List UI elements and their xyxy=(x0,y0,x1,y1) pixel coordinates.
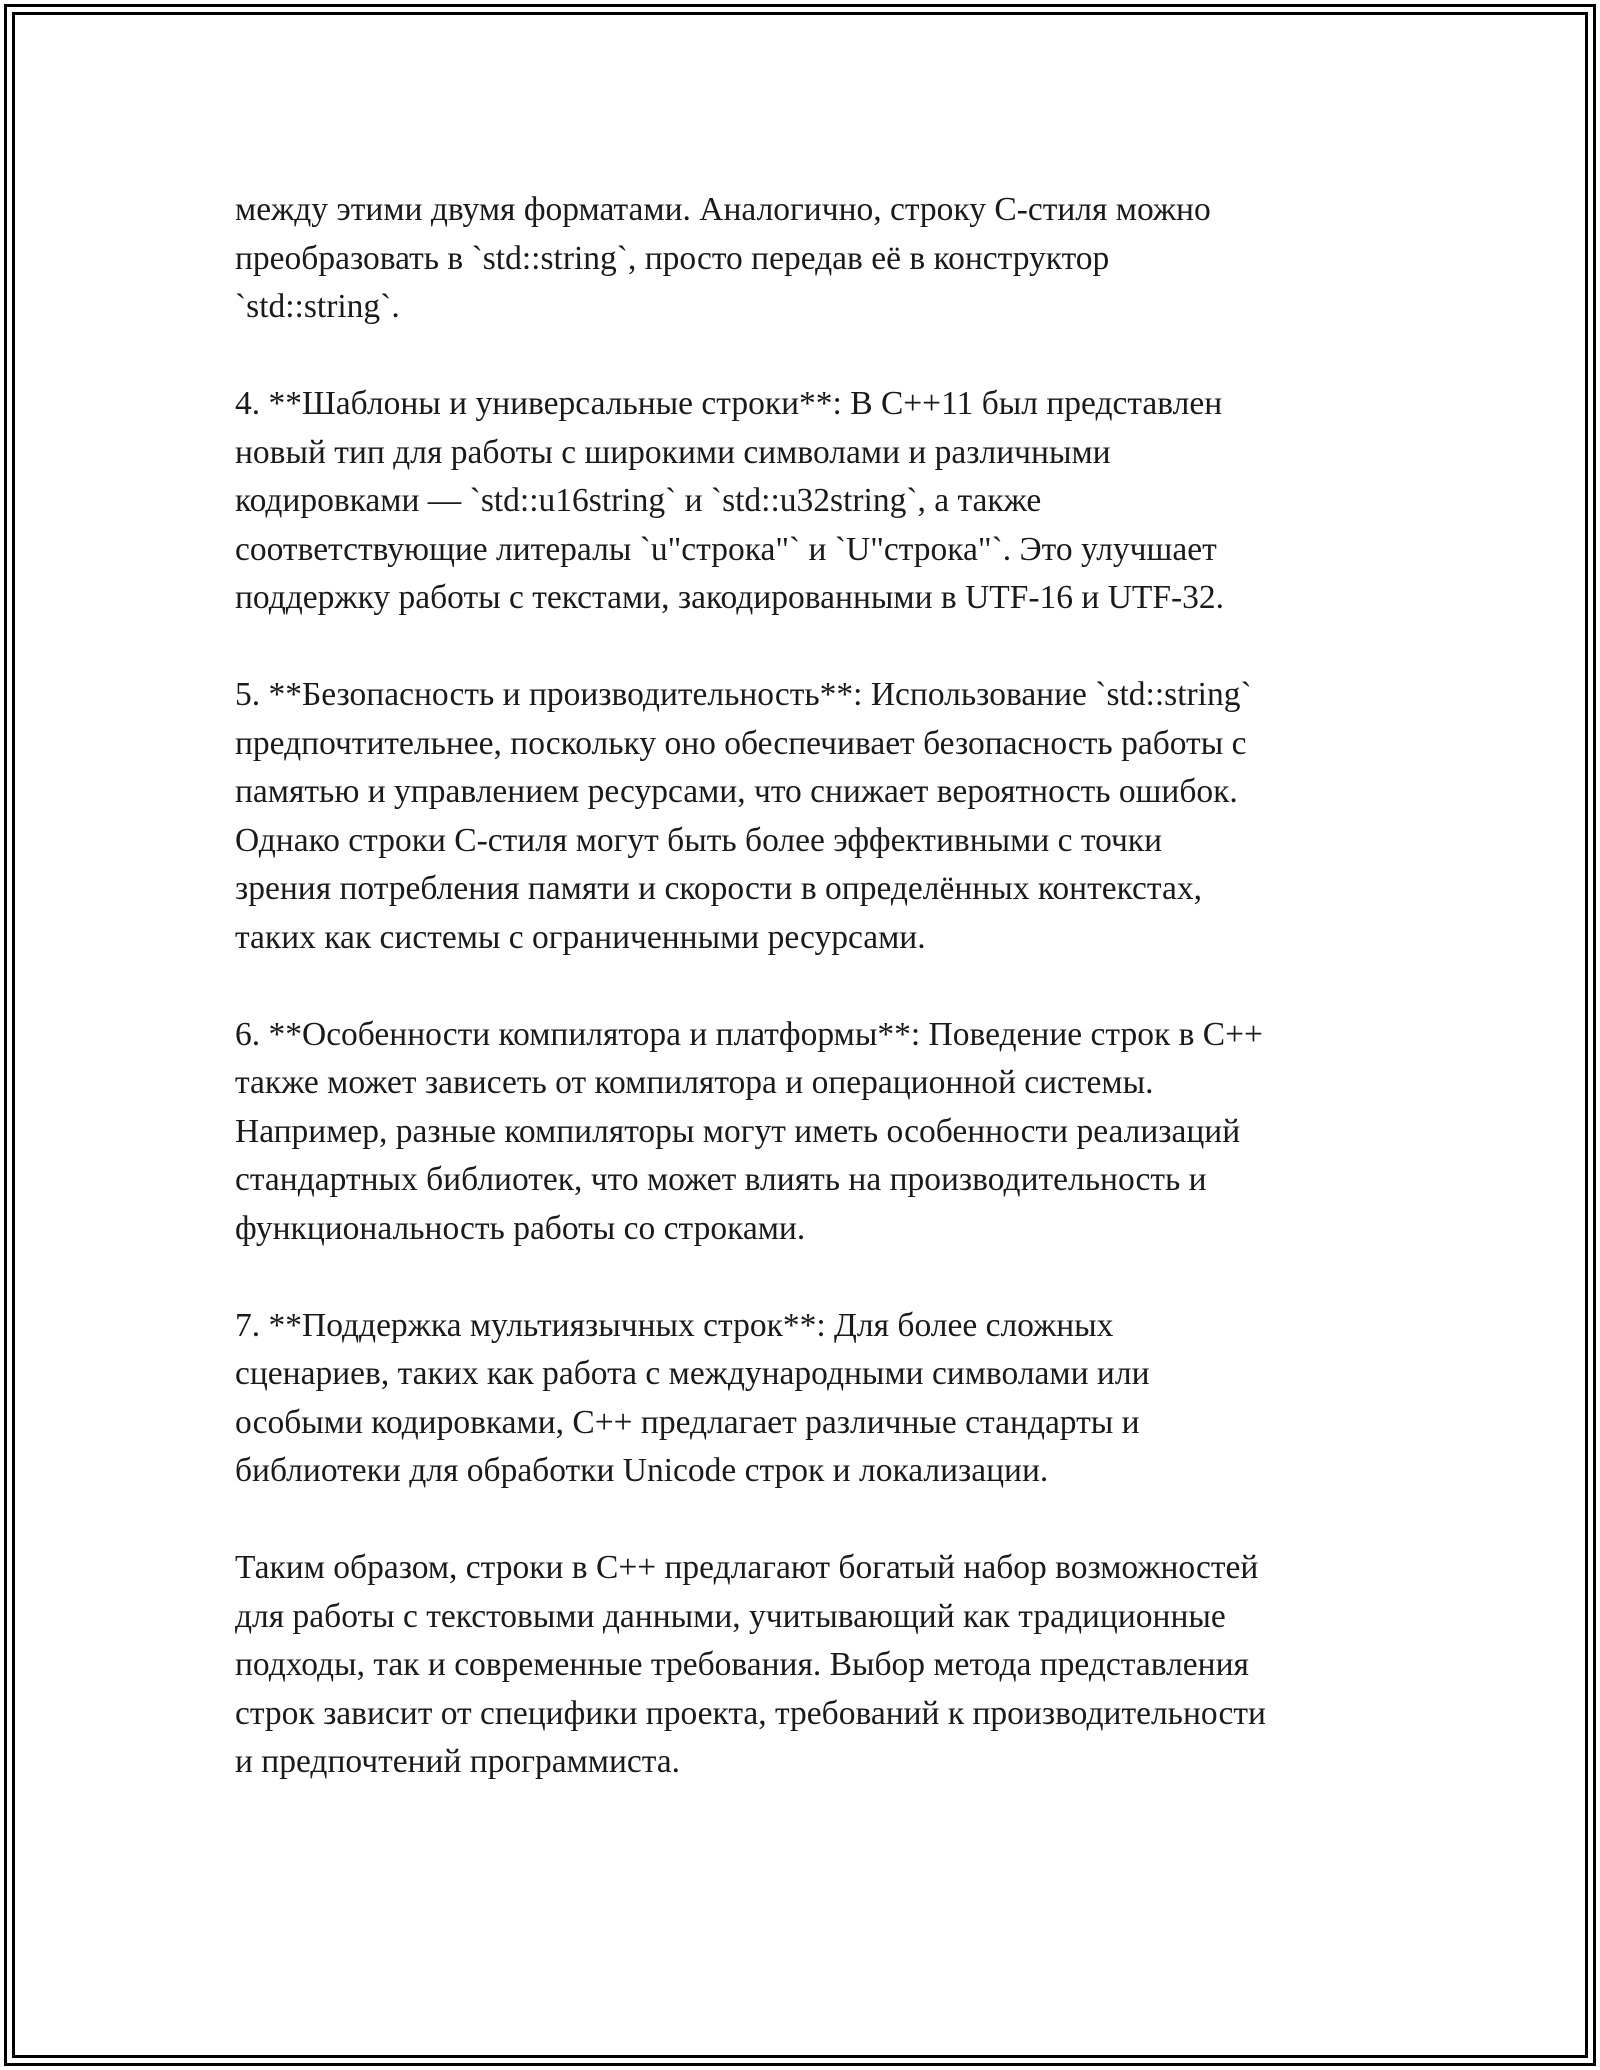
text-line: Однако строки C-стиля могут быть более эффективными с точки xyxy=(235,821,1163,859)
text-line: новый тип для работы с широкими символами и различными xyxy=(235,433,1111,471)
text-line: зрения потребления памяти и скорости в определённых контекстах, xyxy=(235,870,1202,907)
text-line: 4. **Шаблоны и универсальные строки**: В C++11 был представлен xyxy=(235,385,1223,422)
text-line: особыми кодировками, C++ предлагает различные стандарты и xyxy=(235,1403,1140,1441)
text-line: преобразовать в `std::string`, просто передав её в конструктор xyxy=(235,239,1110,277)
text-line: памятью и управлением ресурсами, что снижает вероятность ошибок. xyxy=(235,773,1238,810)
text-line: и предпочтений программиста. xyxy=(235,1743,681,1780)
paragraph-conclusion xyxy=(235,1544,1405,1787)
text-line: сценариев, таких как работа с международными символами или xyxy=(235,1355,1150,1392)
text-line: функциональность работы со строками. xyxy=(235,1209,806,1247)
text-line: стандартных библиотек, что может влиять на производительность и xyxy=(235,1161,1207,1198)
text-line: 5. **Безопасность и производительность**: Использование `std::string` xyxy=(235,676,1252,713)
paragraph-item-7 xyxy=(235,1302,1405,1496)
text-line: Таким образом, строки в C++ предлагают богатый набор возможностей xyxy=(235,1549,1259,1586)
text-line: Например, разные компиляторы могут иметь особенности реализаций xyxy=(235,1112,1241,1150)
text-line: библиотеки для обработки Unicode строк и локализации. xyxy=(235,1452,1049,1489)
text-line: предпочтительнее, поскольку оно обеспечивает безопасность работы с xyxy=(235,724,1247,762)
text-line: 6. **Особенности компилятора и платформы**: Поведение строк в C++ xyxy=(235,1015,1263,1053)
text-line: также может зависеть от компилятора и операционной системы. xyxy=(235,1064,1154,1101)
paragraph-item-5 xyxy=(235,671,1405,962)
text-line: `std::string`. xyxy=(235,288,400,325)
text-line: строк зависит от специфики проекта, требований к производительности xyxy=(235,1694,1266,1732)
text-line: кодировками — `std::u16string` и `std::u32string`, а также xyxy=(235,482,1042,519)
text-line: таких как системы с ограниченными ресурсами. xyxy=(235,918,926,956)
text-line: 7. **Поддержка мультиязычных строк**: Для более сложных xyxy=(235,1306,1114,1344)
paragraph-item-6 xyxy=(235,1011,1405,1254)
text-line: между этими двумя форматами. Аналогично, строку C-стиля можно xyxy=(235,191,1211,228)
text-line: для работы с текстовыми данными, учитывающий как традиционные xyxy=(235,1597,1226,1635)
paragraph-item-4 xyxy=(235,380,1405,623)
paragraph-intro-continuation xyxy=(235,186,1405,332)
text-line: поддержку работы с текстами, закодированными в UTF-16 и UTF-32. xyxy=(235,579,1225,616)
text-line: подходы, так и современные требования. Выбор метода представления xyxy=(235,1646,1249,1683)
document-body xyxy=(235,186,1405,1787)
text-line: соответствующие литералы `u"строка"` и `U"строка"`. Это улучшает xyxy=(235,530,1217,568)
